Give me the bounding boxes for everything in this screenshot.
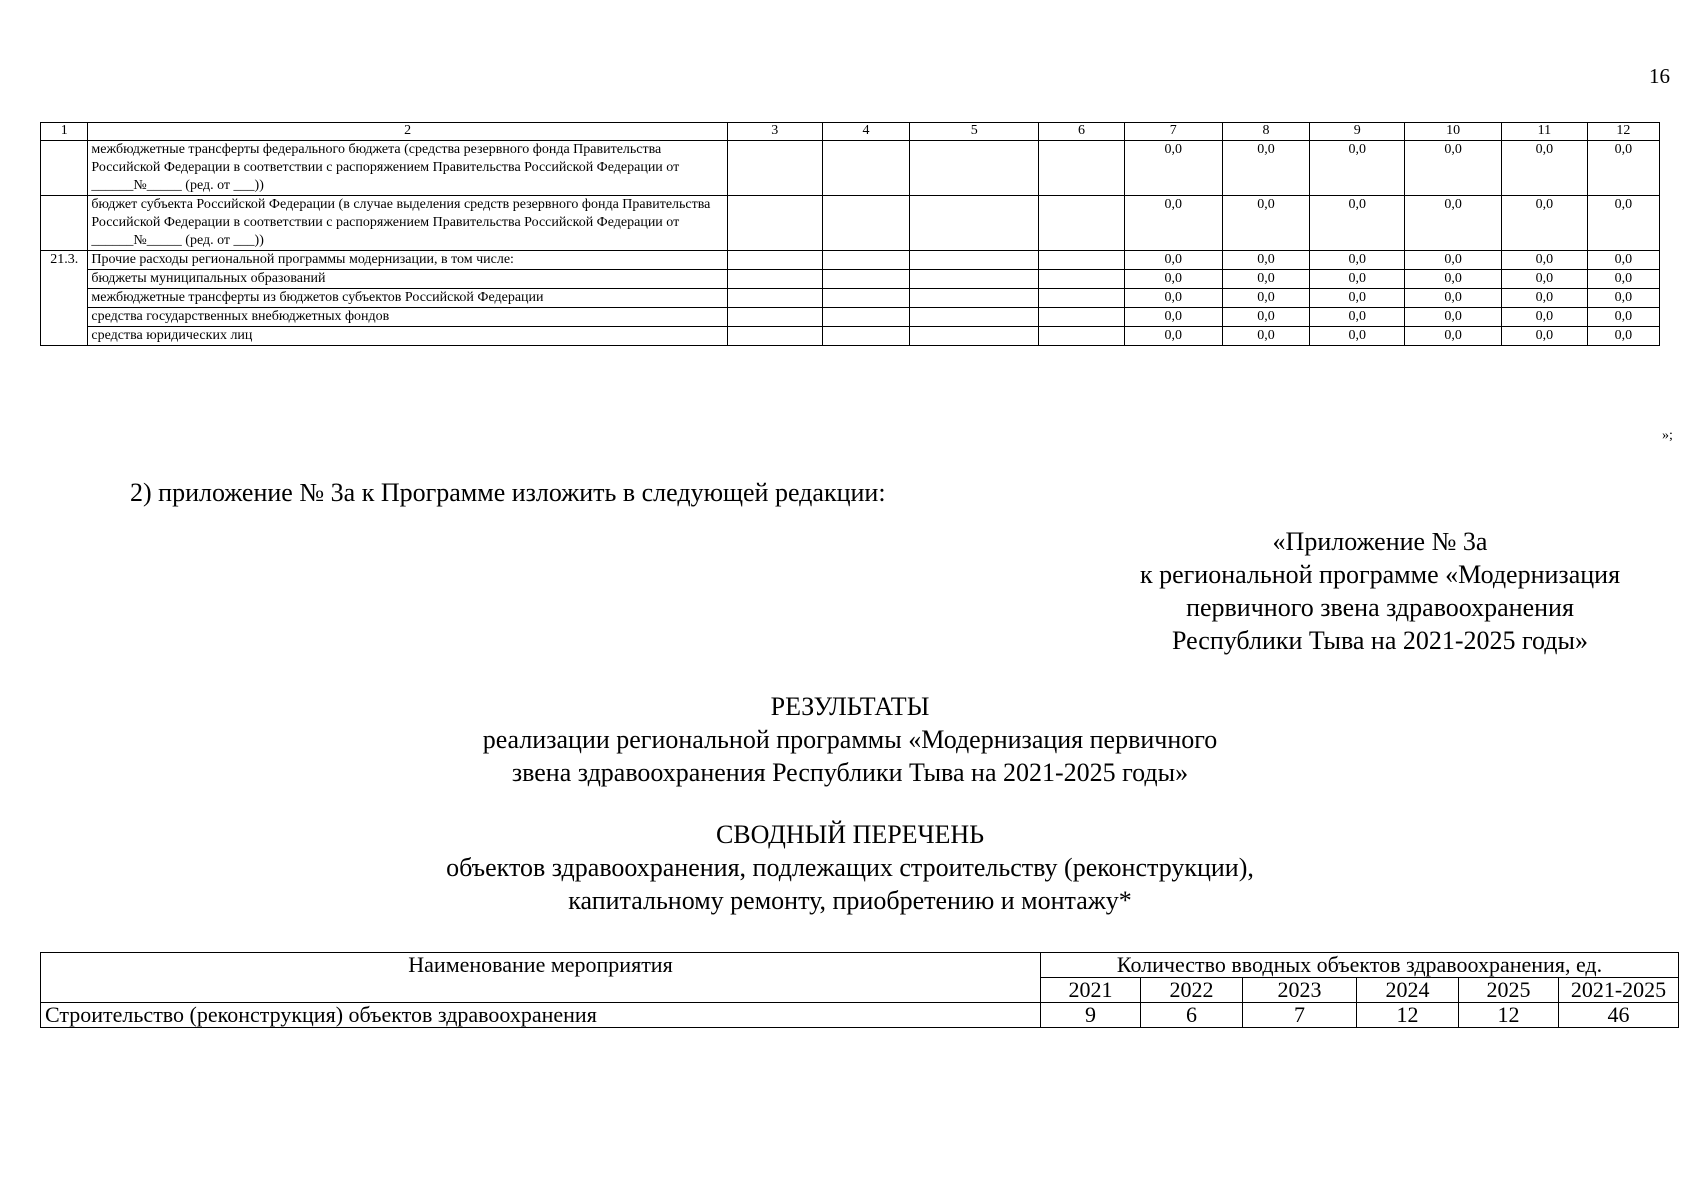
- value-cell: 0,0: [1124, 251, 1222, 270]
- empty-cell: [727, 327, 822, 346]
- header-cell: 10: [1405, 123, 1502, 141]
- empty-cell: [727, 289, 822, 308]
- funding-table: [40, 122, 1660, 346]
- closing-quote: »;: [1662, 428, 1673, 443]
- empty-cell: [822, 270, 910, 289]
- value-cell: 0,0: [1587, 327, 1659, 346]
- value-cell: 0,0: [1587, 308, 1659, 327]
- row-description: бюджет субъекта Российской Федерации (в случае выделения средств резервного фонда Правительства Российской Федерации в соответствии с распоряжением Правительства Российской Федерации от ______№_____ (ред. от ___)): [88, 196, 727, 251]
- table-row: [41, 196, 1660, 251]
- year-header: 2023: [1243, 978, 1357, 1003]
- header-cell: 12: [1587, 123, 1659, 141]
- empty-cell: [910, 141, 1039, 196]
- value-cell: 0,0: [1502, 308, 1588, 327]
- empty-cell: [822, 141, 910, 196]
- value-cell: 0,0: [1310, 141, 1405, 196]
- value-cell: 0,0: [1587, 289, 1659, 308]
- table-row: [41, 270, 1660, 289]
- value-cell: 0,0: [1405, 327, 1502, 346]
- summary-heading: СВОДНЫЙ ПЕРЕЧЕНЬ: [715, 820, 985, 849]
- value-cell: 0,0: [1222, 141, 1310, 196]
- empty-cell: [910, 251, 1039, 270]
- empty-cell: [822, 327, 910, 346]
- value-cell: 0,0: [1222, 327, 1310, 346]
- row-description: средства юридических лиц: [88, 327, 727, 346]
- results-subtitle-line: реализации региональной программы «Модернизация первичного: [482, 725, 1218, 754]
- annex-line: Республики Тыва на 2021-2025 годы»: [1171, 626, 1589, 655]
- value-cell: 0,0: [1222, 270, 1310, 289]
- header-cell: 6: [1039, 123, 1125, 141]
- value-cell: 0,0: [1502, 251, 1588, 270]
- value-cell: 0,0: [1405, 251, 1502, 270]
- amendment-paragraph: 2) приложение № 3а к Программе изложить в следующей редакции:: [130, 478, 886, 507]
- empty-cell: [1039, 327, 1125, 346]
- value-cell: 0,0: [1124, 141, 1222, 196]
- empty-cell: [1039, 141, 1125, 196]
- row-description: межбюджетные трансферты из бюджетов субъектов Российской Федерации: [88, 289, 727, 308]
- value-cell: 0,0: [1124, 327, 1222, 346]
- header-cell: 5: [910, 123, 1039, 141]
- header-cell: 9: [1310, 123, 1405, 141]
- value-cell: 0,0: [1502, 141, 1588, 196]
- value-cell: 0,0: [1587, 270, 1659, 289]
- table-row: [41, 308, 1660, 327]
- results-heading: РЕЗУЛЬТАТЫ: [770, 692, 930, 721]
- empty-cell: [822, 251, 910, 270]
- value-cell: 0,0: [1222, 289, 1310, 308]
- empty-cell: [1039, 251, 1125, 270]
- results-title: [300, 690, 1400, 789]
- summary-subtitle-line: объектов здравоохранения, подлежащих строительству (реконструкции),: [446, 853, 1254, 882]
- empty-cell: [910, 196, 1039, 251]
- row-value: 9: [1041, 1003, 1141, 1028]
- header-cell: 2: [88, 123, 727, 141]
- empty-cell: [1039, 270, 1125, 289]
- annex-line: к региональной программе «Модернизация: [1139, 560, 1621, 589]
- row-description: бюджеты муниципальных образований: [88, 270, 727, 289]
- column-header-group: Количество вводных объектов здравоохранения, ед.: [1041, 953, 1679, 978]
- value-cell: 0,0: [1124, 196, 1222, 251]
- empty-cell: [727, 141, 822, 196]
- header-cell: 8: [1222, 123, 1310, 141]
- header-cell: 3: [727, 123, 822, 141]
- empty-cell: [822, 308, 910, 327]
- year-header: 2022: [1141, 978, 1243, 1003]
- value-cell: 0,0: [1587, 251, 1659, 270]
- value-cell: 0,0: [1310, 196, 1405, 251]
- value-cell: 0,0: [1502, 196, 1588, 251]
- value-cell: 0,0: [1405, 308, 1502, 327]
- header-cell: 4: [822, 123, 910, 141]
- value-cell: 0,0: [1405, 289, 1502, 308]
- value-cell: 0,0: [1502, 270, 1588, 289]
- empty-cell: [822, 196, 910, 251]
- table-row: [41, 289, 1660, 308]
- row-description: межбюджетные трансферты федерального бюджета (средства резервного фонда Правительства Российской Федерации в соответствии с распоряжением Правительства Российской Федерации от ______№_____ (ред. от ___)): [88, 141, 727, 196]
- summary-subtitle-line: капитальному ремонту, приобретению и монтажу*: [568, 886, 1132, 915]
- empty-cell: [727, 270, 822, 289]
- row-value: 12: [1357, 1003, 1459, 1028]
- row-number: [41, 196, 88, 251]
- value-cell: 0,0: [1222, 251, 1310, 270]
- table-header-row: [41, 123, 1660, 141]
- empty-cell: [1039, 308, 1125, 327]
- row-number: [41, 141, 88, 196]
- table-header-row: [41, 953, 1679, 978]
- table-row: [41, 327, 1660, 346]
- column-header-name: Наименование мероприятия: [41, 953, 1041, 1003]
- year-header: 2024: [1357, 978, 1459, 1003]
- row-description: Прочие расходы региональной программы модернизации, в том числе:: [88, 251, 727, 270]
- year-header: 2021: [1041, 978, 1141, 1003]
- empty-cell: [1039, 289, 1125, 308]
- header-cell: 7: [1124, 123, 1222, 141]
- value-cell: 0,0: [1222, 308, 1310, 327]
- summary-table: [40, 952, 1679, 1028]
- empty-cell: [1039, 196, 1125, 251]
- value-cell: 0,0: [1310, 251, 1405, 270]
- year-header: 2021-2025: [1559, 978, 1679, 1003]
- value-cell: 0,0: [1587, 141, 1659, 196]
- table-row: [41, 251, 1660, 270]
- table-row: [41, 1003, 1679, 1028]
- table-row: [41, 141, 1660, 196]
- row-value: 6: [1141, 1003, 1243, 1028]
- value-cell: 0,0: [1405, 270, 1502, 289]
- header-cell: 1: [41, 123, 88, 141]
- value-cell: 0,0: [1310, 327, 1405, 346]
- row-description: средства государственных внебюджетных фондов: [88, 308, 727, 327]
- header-cell: 11: [1502, 123, 1588, 141]
- empty-cell: [727, 308, 822, 327]
- value-cell: 0,0: [1502, 289, 1588, 308]
- empty-cell: [822, 289, 910, 308]
- value-cell: 0,0: [1405, 141, 1502, 196]
- row-value: 46: [1559, 1003, 1679, 1028]
- annex-line: первичного звена здравоохранения: [1186, 593, 1574, 622]
- row-label: Строительство (реконструкция) объектов здравоохранения: [41, 1003, 1041, 1028]
- value-cell: 0,0: [1222, 196, 1310, 251]
- empty-cell: [727, 251, 822, 270]
- annex-header: [1100, 525, 1660, 657]
- value-cell: 0,0: [1124, 308, 1222, 327]
- page-number: 16: [1649, 64, 1670, 88]
- value-cell: 0,0: [1310, 308, 1405, 327]
- value-cell: 0,0: [1124, 289, 1222, 308]
- empty-cell: [910, 308, 1039, 327]
- summary-title: [300, 818, 1400, 917]
- value-cell: 0,0: [1587, 196, 1659, 251]
- value-cell: 0,0: [1310, 270, 1405, 289]
- value-cell: 0,0: [1405, 196, 1502, 251]
- empty-cell: [910, 270, 1039, 289]
- value-cell: 0,0: [1124, 270, 1222, 289]
- row-value: 12: [1459, 1003, 1559, 1028]
- year-header: 2025: [1459, 978, 1559, 1003]
- annex-line: «Приложение № 3а: [1272, 527, 1488, 556]
- row-number: 21.3.: [41, 251, 88, 346]
- results-subtitle-line: звена здравоохранения Республики Тыва на 2021-2025 годы»: [511, 758, 1189, 787]
- empty-cell: [727, 196, 822, 251]
- value-cell: 0,0: [1310, 289, 1405, 308]
- row-value: 7: [1243, 1003, 1357, 1028]
- empty-cell: [910, 327, 1039, 346]
- value-cell: 0,0: [1502, 327, 1588, 346]
- empty-cell: [910, 289, 1039, 308]
